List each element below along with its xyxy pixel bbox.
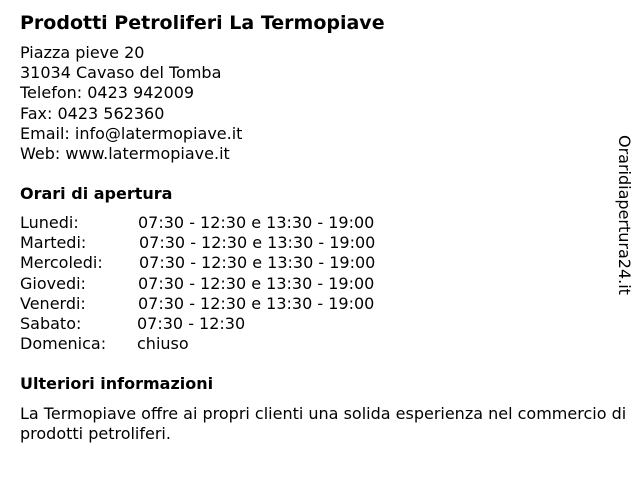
web-line: Web: www.latermopiave.it: [20, 144, 230, 164]
time-value: 07:30 - 12:30 e 13:30 - 19:00: [138, 213, 375, 232]
day-label: Venerdi:: [20, 293, 86, 313]
contact-block: [20, 43, 242, 164]
day-label: Mercoledi:: [20, 253, 103, 273]
business-name: Prodotti Petroliferi La Termopiave: [20, 12, 385, 34]
day-label: Martedi:: [20, 233, 87, 253]
day-label: Lunedi:: [20, 213, 79, 232]
city-line: 31034 Cavaso del Tomba: [20, 63, 222, 83]
fax-line: Fax: 0423 562360: [20, 103, 165, 123]
business-description: La Termopiave offre ai propri clienti una solida esperienza nel commercio di prodotti petroliferi.: [20, 404, 627, 443]
time-value: 07:30 - 12:30 e 13:30 - 19:00: [138, 293, 375, 313]
day-label: Domenica:: [20, 334, 107, 354]
day-label: Giovedi:: [20, 273, 86, 293]
time-value: 07:30 - 12:30 e 13:30 - 19:00: [138, 273, 375, 293]
time-value: 07:30 - 12:30: [137, 313, 246, 333]
day-label: Sabato:: [20, 313, 82, 333]
time-value: 07:30 - 12:30 e 13:30 - 19:00: [139, 233, 376, 253]
further-info-heading: Ulteriori informazioni: [20, 374, 214, 393]
address-line: Piazza pieve 20: [20, 43, 145, 62]
time-value: chiuso: [137, 334, 189, 354]
email-line: Email: info@latermopiave.it: [20, 123, 243, 143]
opening-hours-heading: Orari di apertura: [20, 184, 173, 203]
time-value: 07:30 - 12:30 e 13:30 - 19:00: [139, 253, 376, 273]
phone-line: Telefon: 0423 942009: [20, 83, 195, 103]
site-watermark: Oraridiapertura24.it: [615, 135, 634, 295]
